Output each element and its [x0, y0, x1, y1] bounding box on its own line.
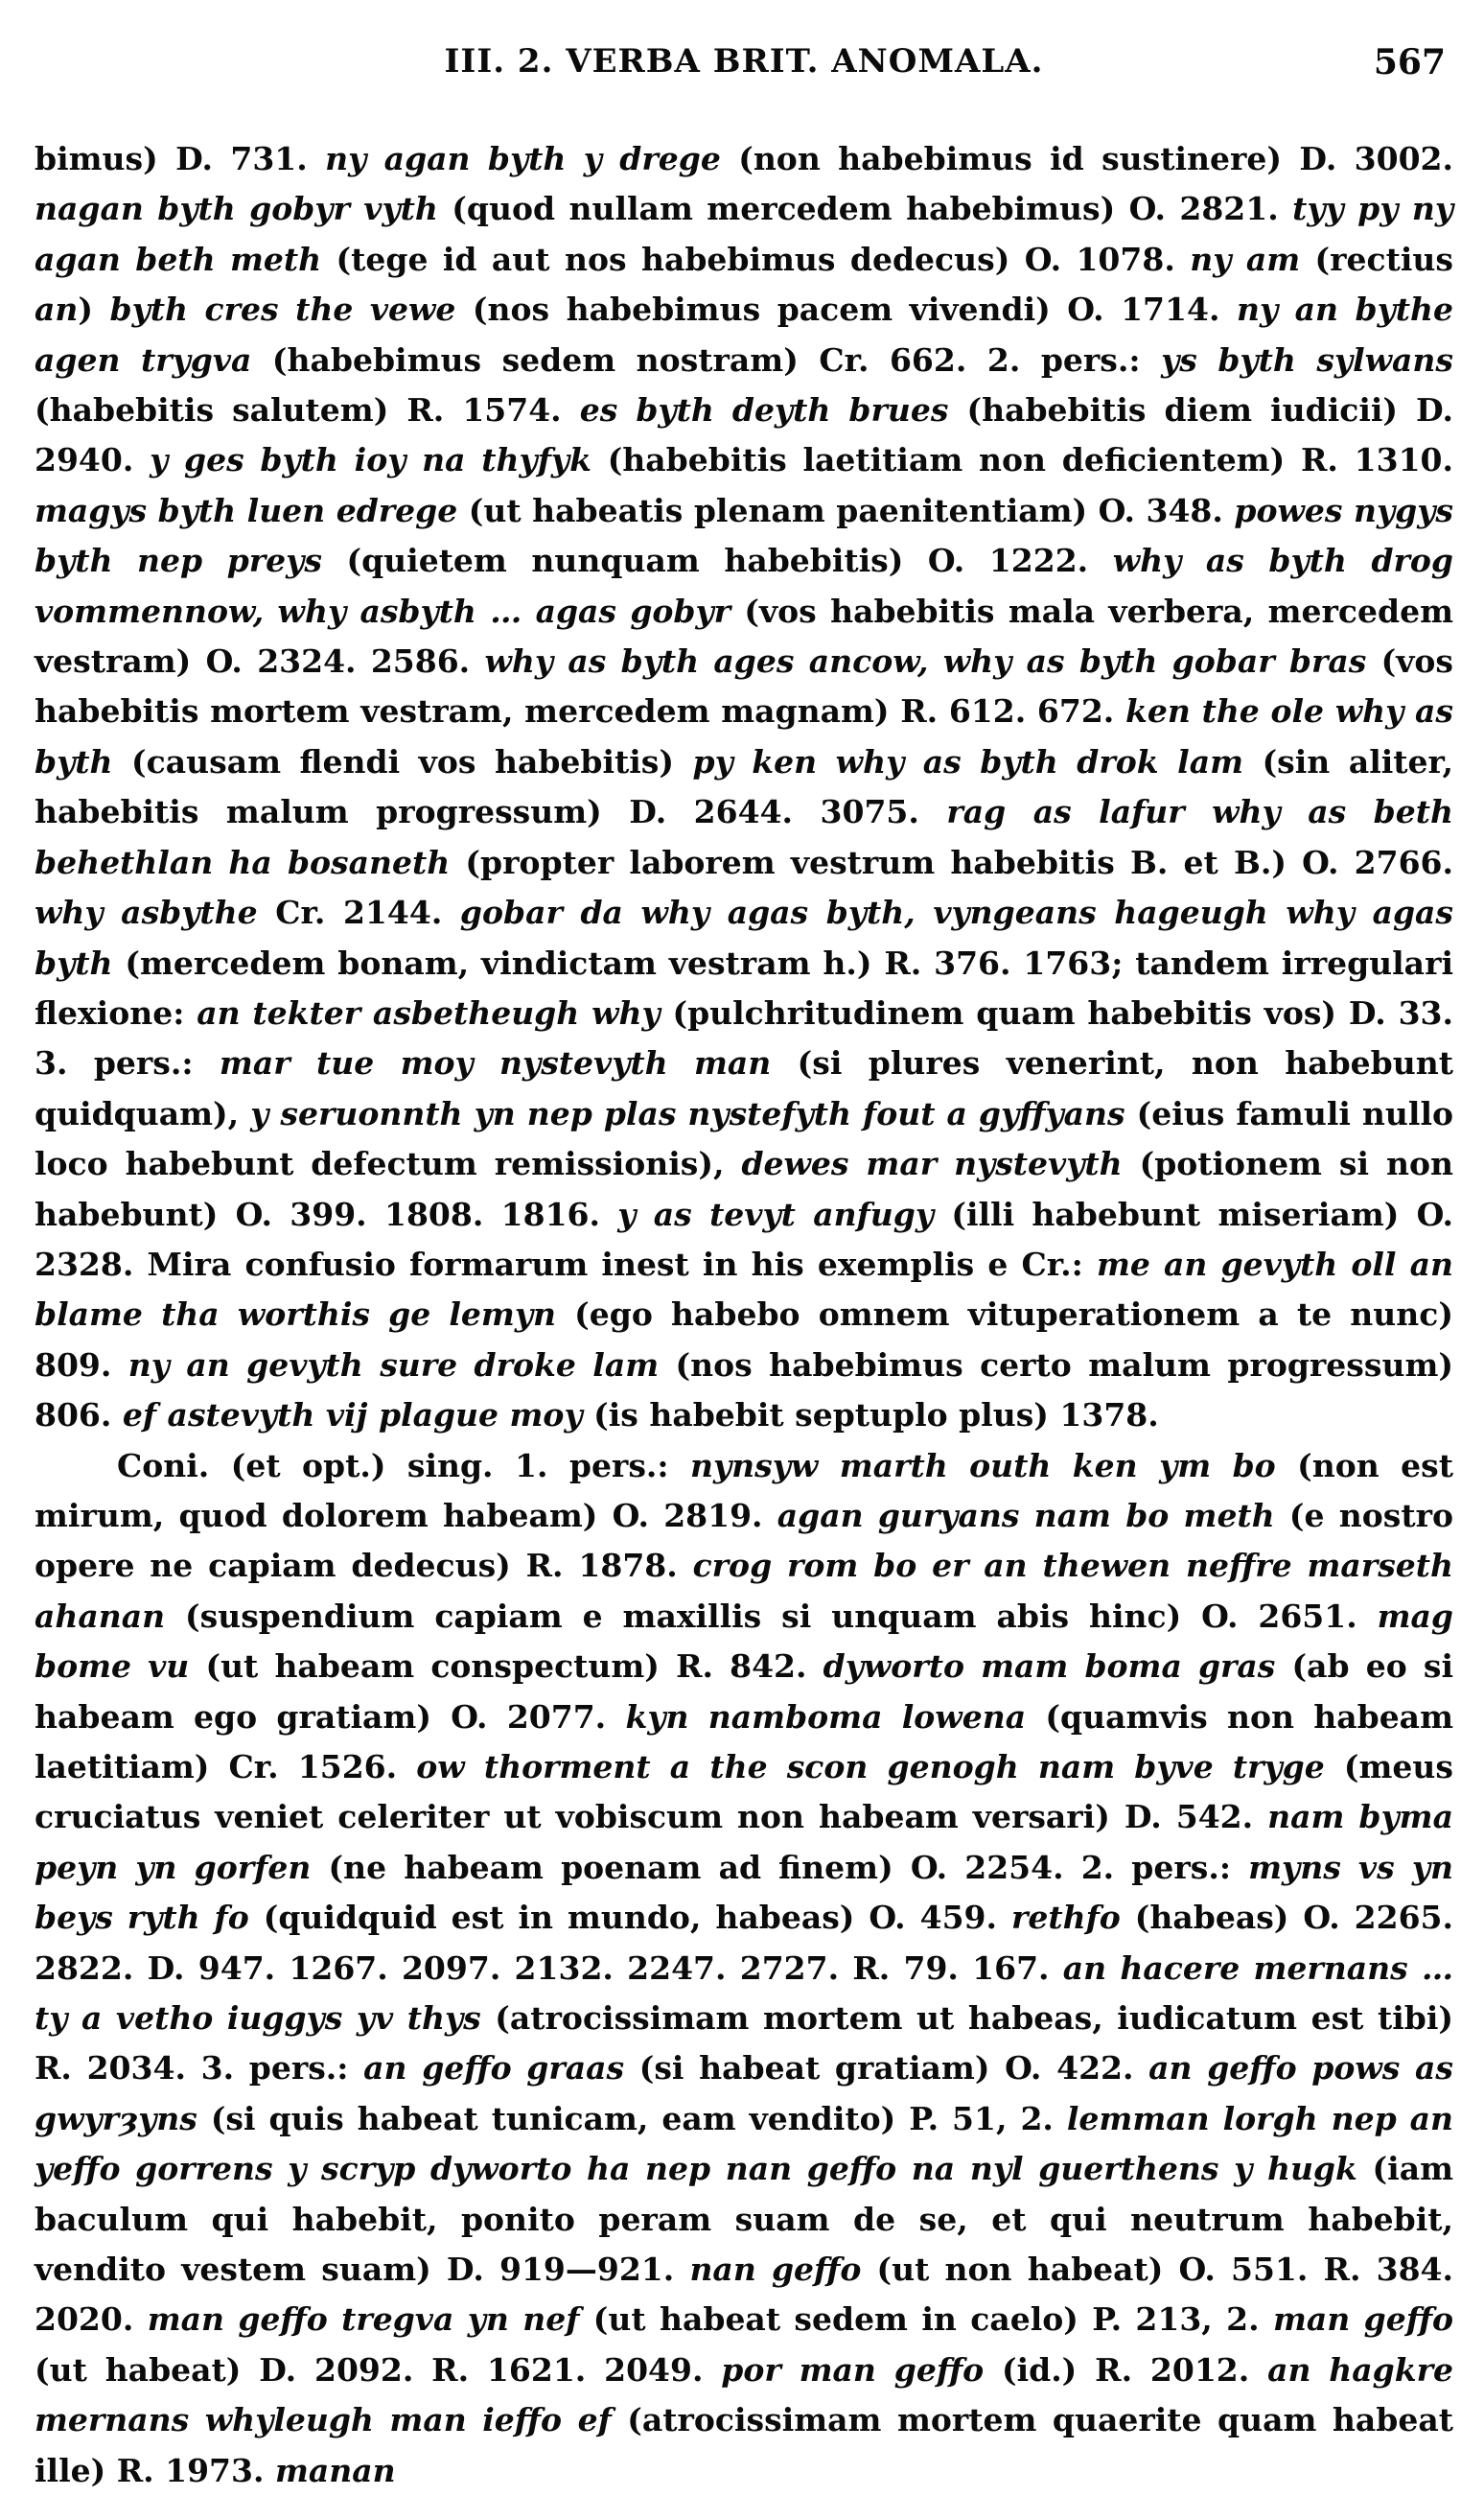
cornish-quotation: ow thorment a the scon genogh nam byve tryge — [416, 1748, 1325, 1785]
cornish-quotation: lemman lorgh nep an yeffo gorrens y scryp dyworto ha nep nan geffo na nyl guerthens y hugk — [35, 2099, 1454, 2188]
cornish-quotation: man geffo tregva yn nef — [147, 2300, 580, 2339]
latin-gloss: (suspendium capiam e maxillis si unquam abis hinc) O. 2651. — [165, 1597, 1378, 1635]
latin-gloss: (si plures venerint, non habebunt quidquam), — [35, 1044, 1453, 1132]
cornish-quotation: ys byth sylwans — [1161, 340, 1453, 379]
cornish-quotation: powes nygys byth nep preys — [35, 491, 1454, 580]
latin-gloss: (nos habebimus pacem vivendi) O. 1714. — [455, 291, 1237, 329]
latin-gloss: ) — [78, 291, 110, 329]
latin-gloss: (sin aliter, habebitis malum progressum) D. 2644. 3075. — [35, 742, 1453, 831]
latin-gloss: Coni. (et opt.) sing. 1. pers.: — [117, 1446, 691, 1484]
cornish-quotation: tyy py ny agan beth meth — [35, 190, 1453, 278]
cornish-quotation: gobar da why agas byth, vyngeans hageugh why agas byth — [35, 894, 1454, 982]
cornish-quotation: crog rom bo er an thewen neffre marseth ahanan — [35, 1547, 1454, 1635]
cornish-quotation: ny an bythe agen trygva — [35, 291, 1454, 379]
cornish-quotation: ken the ole why as byth — [35, 692, 1453, 781]
latin-gloss: (causam flendi vos habebitis) — [112, 742, 693, 781]
latin-gloss: (quidquid est in mundo, habeas) O. 459. — [248, 1899, 1011, 1937]
latin-gloss: (ut habeat sedem in caelo) P. 213, 2. — [579, 2300, 1273, 2339]
latin-gloss: (tege id aut nos habebimus dedecus) O. 1078. — [321, 240, 1191, 278]
latin-gloss: (quamvis non habeam laetitiam) Cr. 1526. — [35, 1697, 1453, 1785]
cornish-quotation: nynsyw marth outh ken ym bo — [690, 1446, 1276, 1484]
latin-gloss: (pulchritudinem quam habebitis vos) D. 33. 3. pers.: — [35, 993, 1453, 1083]
latin-gloss: (nos habebimus certo malum progressum) 806. — [35, 1345, 1453, 1435]
cornish-quotation: an hacere mernans … ty a vetho iuggys yv thys — [35, 1948, 1454, 2038]
latin-gloss: (iam baculum qui habebit, ponito peram suam de se, et qui neutrum habebit, vendito vestem suam) D. 919—921. — [35, 2150, 1454, 2289]
latin-gloss: (non est mirum, quod dolorem habeam) O. 2819. — [35, 1446, 1453, 1534]
paragraph-perfect-forms — [35, 134, 1453, 1441]
latin-gloss: (rectius — [1300, 240, 1453, 278]
latin-gloss: (illi habebunt miseriam) O. 2328. Mira confusio formarum inest in his exemplis e Cr.: — [35, 1195, 1453, 1283]
latin-gloss: (ne habeam poenam ad finem) O. 2254. 2. pers.: — [311, 1848, 1249, 1886]
cornish-quotation: y as tevyt anfugy — [617, 1195, 935, 1233]
cornish-quotation: dyworto mam boma gras — [823, 1647, 1276, 1686]
latin-gloss: (e nostro opere ne capiam dedecus) R. 1878. — [35, 1496, 1453, 1585]
latin-gloss: (vos habebitis mala verbera, mercedem vestram) O. 2324. 2586. — [35, 592, 1453, 681]
paragraph-subjunctive-forms — [35, 1441, 1453, 2496]
latin-gloss: (habebitis laetitiam non deficientem) R. 1310. — [591, 441, 1453, 479]
latin-gloss: (propter laborem vestrum habebitis B. et B.) O. 2766. — [450, 843, 1453, 881]
latin-gloss: (meus cruciatus veniet celeriter ut vobiscum non habeam versari) D. 542. — [35, 1748, 1453, 1836]
cornish-quotation: why asbythe — [35, 894, 258, 932]
cornish-quotation: man geffo — [1272, 2300, 1453, 2339]
latin-gloss: (ut habeam conspectum) R. 842. — [189, 1647, 823, 1686]
body-text — [35, 134, 1453, 2496]
cornish-quotation: an geffo pows as gwyrȝyns — [35, 2049, 1454, 2137]
cornish-quotation: byth cres the vewe — [109, 291, 456, 329]
latin-gloss: (potionem si non habebunt) O. 399. 1808. 1816. — [35, 1145, 1453, 1233]
latin-gloss: (eius famuli nullo loco habebunt defectum remissionis), — [35, 1094, 1453, 1183]
latin-gloss: bimus) D. 731. — [35, 140, 326, 177]
latin-gloss: (is habebit septuplo plus) 1378. — [582, 1396, 1159, 1435]
cornish-quotation: an — [35, 291, 79, 329]
cornish-quotation: why as byth ages ancow, why as byth gobar bras — [484, 642, 1367, 681]
latin-gloss: (ut habeat) D. 2092. R. 1621. 2049. — [35, 2350, 722, 2389]
latin-gloss: (habeas) O. 2265. 2822. D. 947. 1267. 2097. 2132. 2247. 2727. R. 79. 167. — [35, 1899, 1453, 1987]
cornish-quotation: dewes mar nystevyth — [741, 1145, 1123, 1183]
latin-gloss: (quod nullam mercedem habebimus) O. 2821. — [437, 190, 1293, 228]
cornish-quotation: magys byth luen edrege — [35, 491, 458, 529]
latin-gloss: (ut non habeat) O. 551. R. 384. 2020. — [35, 2251, 1453, 2339]
cornish-quotation: y ges byth ioy na thyfyk — [150, 441, 591, 479]
cornish-quotation: por man geffo — [721, 2350, 985, 2389]
cornish-quotation: an hagkre mernans whyleugh man ieffo ef — [35, 2350, 1453, 2439]
cornish-quotation: ef astevyth vij plague moy — [122, 1396, 583, 1435]
cornish-quotation: rethfo — [1010, 1899, 1121, 1937]
latin-gloss: Cr. 2144. — [257, 894, 460, 932]
latin-gloss: (non habebimus id sustinere) D. 3002. — [720, 140, 1454, 177]
latin-gloss: (ego habebo omnem vituperationem a te nunc) 809. — [35, 1295, 1453, 1384]
cornish-quotation: agan guryans nam bo meth — [777, 1496, 1275, 1534]
cornish-quotation: me an gevyth oll an blame tha worthis ge lemyn — [35, 1245, 1453, 1334]
cornish-quotation: nam byma peyn yn gorfen — [35, 1798, 1453, 1886]
latin-gloss: (ut habeatis plenam paenitentiam) O. 348. — [457, 491, 1235, 529]
cornish-quotation: myns vs yn beys ryth fo — [35, 1848, 1453, 1937]
cornish-quotation: mar tue moy nystevyth man — [219, 1044, 772, 1083]
latin-gloss: (id.) R. 2012. — [984, 2350, 1268, 2389]
page-number: 567 — [1373, 42, 1446, 82]
cornish-quotation: manan — [274, 2451, 396, 2489]
latin-gloss: (atrocissimam mortem ut habeas, iudicatum est tibi) R. 2034. 3. pers.: — [35, 1999, 1453, 2088]
cornish-quotation: rag as lafur why as beth behethlan ha bosaneth — [35, 793, 1453, 881]
cornish-quotation: an tekter asbetheugh why — [197, 993, 661, 1032]
latin-gloss: (quietem nunquam habebitis) O. 1222. — [321, 542, 1113, 580]
cornish-quotation: y seruonnth yn nep plas nystefyth fout a gyffyans — [250, 1094, 1125, 1132]
cornish-quotation: mag bome vu — [35, 1597, 1453, 1686]
cornish-quotation: ny agan byth y drege — [325, 140, 721, 177]
latin-gloss: (vos habebitis mortem vestram, mercedem magnam) R. 612. 672. — [35, 642, 1453, 731]
cornish-quotation: ny an gevyth sure droke lam — [128, 1345, 660, 1384]
cornish-quotation: an geffo graas — [363, 2049, 625, 2088]
running-header — [35, 42, 1453, 90]
latin-gloss: (atrocissimam mortem quaerite quam habeat ille) R. 1973. — [35, 2401, 1453, 2489]
latin-gloss: (si quis habeat tunicam, eam vendito) P. 51, 2. — [197, 2099, 1067, 2137]
latin-gloss: (habebitis salutem) R. 1574. — [35, 391, 580, 430]
cornish-quotation: ny am — [1190, 240, 1301, 278]
cornish-quotation: es byth deyth brues — [579, 391, 949, 430]
cornish-quotation: nagan byth gobyr vyth — [35, 190, 438, 228]
cornish-quotation: py ken why as byth drok lam — [692, 742, 1244, 781]
latin-gloss: (si habeat gratiam) O. 422. — [624, 2049, 1149, 2088]
latin-gloss: (habebimus sedem nostram) Cr. 662. 2. pers.: — [251, 340, 1162, 379]
latin-gloss: (mercedem bonam, vindictam vestram h.) R. 376. 1763; tandem irregulari flexione: — [35, 944, 1453, 1032]
cornish-quotation: kyn namboma lowena — [625, 1697, 1027, 1736]
cornish-quotation: why as byth drog vommennow, why asbyth … agas gobyr — [35, 542, 1453, 630]
latin-gloss: (ab eo si habeam ego gratiam) O. 2077. — [35, 1647, 1453, 1736]
cornish-quotation: nan geffo — [689, 2251, 862, 2289]
running-title: III. 2. VERBA BRIT. ANOMALA. — [444, 42, 1044, 81]
latin-gloss: (habebitis diem iudicii) D. 2940. — [35, 391, 1453, 479]
